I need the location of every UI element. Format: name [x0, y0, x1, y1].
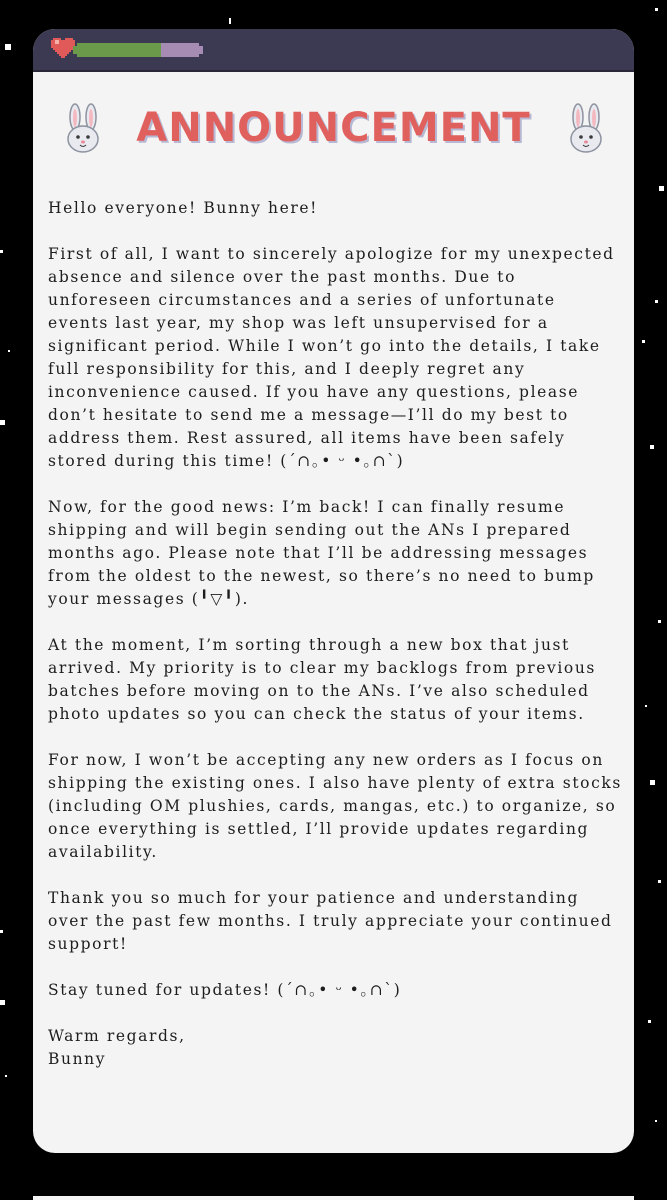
star: [659, 186, 664, 191]
star: [655, 300, 658, 303]
star: [655, 1120, 657, 1122]
star: [650, 780, 655, 785]
window-titlebar: [33, 29, 634, 72]
star: [642, 340, 645, 343]
announcement-title: ANNOUNCEMENT: [136, 105, 531, 151]
greeting-paragraph: Hello everyone! Bunny here!: [48, 199, 318, 217]
heart-icon: [51, 38, 75, 60]
signature: Bunny: [48, 1050, 107, 1068]
next-window-edge: [33, 1196, 634, 1200]
star: [5, 1075, 7, 1077]
signoff: Warm regards,: [48, 1027, 186, 1045]
star: [645, 705, 647, 707]
star: [0, 250, 3, 253]
star: [658, 620, 661, 623]
star: [658, 880, 661, 883]
announcement-heading: [33, 99, 634, 179]
star: [0, 420, 5, 425]
thanks-paragraph: Thank you so much for your patience and understanding over the past few months. I truly appreciate your continued support!: [48, 889, 613, 953]
announcement-window: [33, 29, 634, 1153]
star: [655, 8, 658, 11]
good-news-paragraph: Now, for the good news: I’m back! I can finally resume shipping and will begin sending out the ANs I prepared months ago. Please note that I’ll be addressing messages from the oldest to the newest, so there’s no need to bump your messages (╹▽╹).: [48, 498, 595, 608]
star: [0, 1000, 5, 1005]
rabbit-face-icon: [566, 103, 606, 155]
orders-paragraph: For now, I won’t be accepting any new orders as I focus on shipping the existing ones. I also have plenty of extra stocks (including OM plushies, cards, mangas, etc.) to organize, so once everything is settled, I’ll provide updates regarding availability.: [48, 751, 622, 861]
rabbit-face-icon: [63, 103, 103, 155]
health-bar: [77, 43, 161, 57]
star: [229, 18, 231, 24]
mana-bar: [161, 43, 199, 57]
stay-tuned-paragraph: Stay tuned for updates! (´∩｡• ᵕ •｡∩`): [48, 981, 402, 999]
star: [0, 930, 3, 933]
star: [8, 350, 10, 352]
star: [648, 1020, 651, 1023]
star: [5, 44, 11, 50]
sorting-paragraph: At the moment, I’m sorting through a new box that just arrived. My priority is to clear my backlogs from previous batches before moving on to the ANs. I’ve also scheduled photo updates so you can check the status of your items.: [48, 636, 596, 723]
apology-paragraph: First of all, I want to sincerely apologize for my unexpected absence and silence over the past months. Due to unforeseen circumstances and a series of unfortunate events last year, my shop was left unsupervised for a significant period. While I won’t go into the details, I take full responsibility for this, and I deeply regret any inconvenience caused. If you have any questions, please don’t hesitate to send me a message—I’ll do my best to address them. Rest assured, all items have been safely stored during this time! (´∩｡• ᵕ •｡∩`): [48, 245, 615, 470]
star: [650, 445, 654, 449]
announcement-body: [48, 197, 623, 1071]
